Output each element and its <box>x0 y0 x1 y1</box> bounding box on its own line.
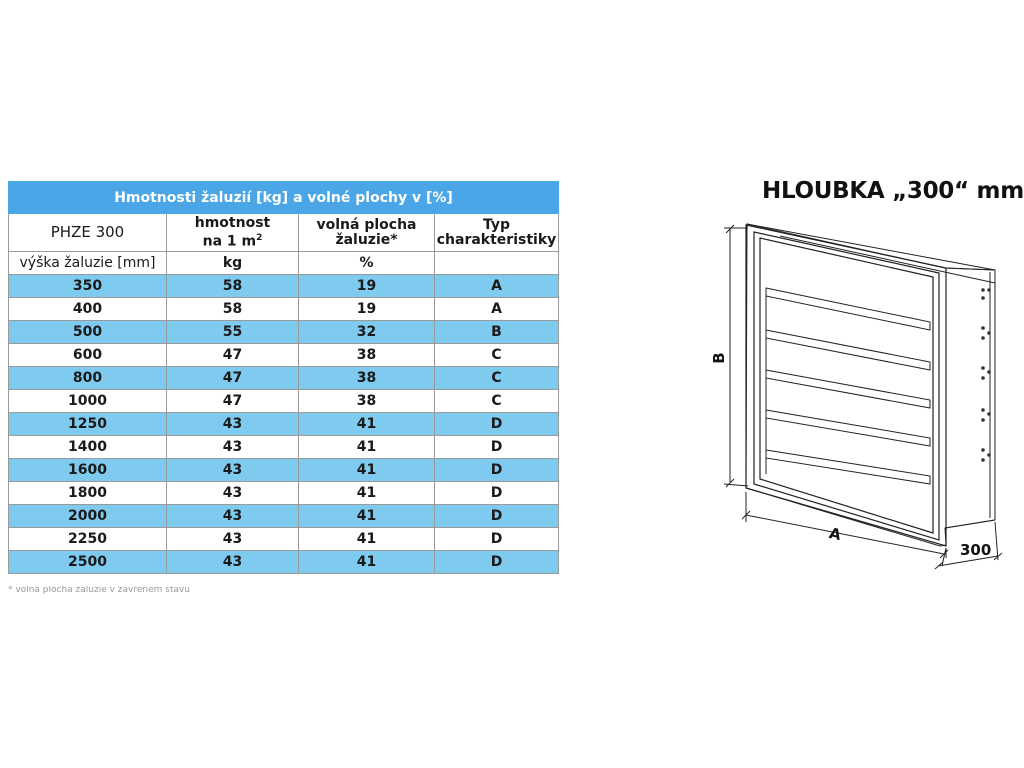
area-header-line1: volná plocha <box>316 216 417 233</box>
table-row <box>9 413 559 436</box>
louver-drawing <box>700 205 1010 585</box>
table-row <box>9 528 559 551</box>
cell-type: D <box>435 528 559 551</box>
table-footnote: * volná plocha žaluzie v zavřeném stavu <box>8 586 191 594</box>
table-row <box>9 459 559 482</box>
cell-weight: 55 <box>167 321 299 344</box>
cell-type: D <box>435 413 559 436</box>
cell-type: D <box>435 505 559 528</box>
weight-header <box>167 214 299 252</box>
cell-weight: 43 <box>167 436 299 459</box>
cell-weight: 58 <box>167 275 299 298</box>
area-header-line2: žaluzie* <box>335 231 398 248</box>
type-header <box>435 214 559 252</box>
cell-weight: 43 <box>167 413 299 436</box>
cell-type: A <box>435 298 559 321</box>
cell-weight: 58 <box>167 298 299 321</box>
cell-height: 1000 <box>9 390 167 413</box>
cell-area: 41 <box>299 551 435 574</box>
cell-area: 41 <box>299 505 435 528</box>
cell-weight: 43 <box>167 482 299 505</box>
cell-height: 1600 <box>9 459 167 482</box>
label-b: B <box>710 352 728 364</box>
table-row <box>9 505 559 528</box>
model-name: PHZE 300 <box>9 214 167 252</box>
cell-weight: 43 <box>167 551 299 574</box>
table-row <box>9 390 559 413</box>
cell-height: 2250 <box>9 528 167 551</box>
label-a: A <box>827 524 843 545</box>
table-row <box>9 436 559 459</box>
unit-weight: kg <box>167 252 299 275</box>
weight-header-line2 <box>167 231 298 250</box>
table-header-row <box>9 214 559 252</box>
cell-area: 41 <box>299 528 435 551</box>
area-header <box>299 214 435 252</box>
table-body <box>9 275 559 574</box>
cell-height: 1250 <box>9 413 167 436</box>
cell-height: 2500 <box>9 551 167 574</box>
cell-weight: 43 <box>167 528 299 551</box>
cell-weight: 47 <box>167 344 299 367</box>
unit-height: výška žaluzie [mm] <box>9 252 167 275</box>
depth-heading: HLOUBKA „300“ mm <box>762 178 1024 204</box>
cell-height: 1800 <box>9 482 167 505</box>
table-unit-row <box>9 252 559 275</box>
cell-type: C <box>435 390 559 413</box>
cell-height: 600 <box>9 344 167 367</box>
cell-area: 19 <box>299 275 435 298</box>
cell-area: 41 <box>299 436 435 459</box>
cell-weight: 47 <box>167 390 299 413</box>
table-title-row <box>9 182 559 214</box>
table-row <box>9 367 559 390</box>
cell-type: C <box>435 367 559 390</box>
louver-body <box>746 224 995 546</box>
weight-area-table <box>8 181 559 574</box>
cell-height: 1400 <box>9 436 167 459</box>
table-title: Hmotnosti žaluzií [kg] a volné plochy v [%] <box>9 182 559 214</box>
cell-height: 400 <box>9 298 167 321</box>
type-header-line1: Typ <box>482 216 511 233</box>
cell-area: 41 <box>299 482 435 505</box>
weight-header-unit: na 1 m <box>202 233 257 250</box>
cell-area: 19 <box>299 298 435 321</box>
cell-type: B <box>435 321 559 344</box>
cell-type: C <box>435 344 559 367</box>
cell-area: 38 <box>299 344 435 367</box>
cell-type: D <box>435 459 559 482</box>
cell-weight: 43 <box>167 459 299 482</box>
table-row <box>9 551 559 574</box>
cell-weight: 47 <box>167 367 299 390</box>
table-row <box>9 298 559 321</box>
cell-area: 41 <box>299 413 435 436</box>
weight-header-line1: hmotnost <box>194 214 271 231</box>
cell-type: A <box>435 275 559 298</box>
cell-area: 38 <box>299 390 435 413</box>
cell-height: 2000 <box>9 505 167 528</box>
table-row <box>9 482 559 505</box>
cell-type: D <box>435 436 559 459</box>
weight-header-sup: 2 <box>256 232 263 243</box>
unit-type <box>435 252 559 275</box>
label-depth: 300 <box>960 541 992 559</box>
cell-weight: 43 <box>167 505 299 528</box>
unit-area: % <box>299 252 435 275</box>
cell-area: 41 <box>299 459 435 482</box>
type-header-line2: charakteristiky <box>436 231 557 248</box>
cell-height: 800 <box>9 367 167 390</box>
cell-type: D <box>435 551 559 574</box>
table-row <box>9 321 559 344</box>
cell-type: D <box>435 482 559 505</box>
cell-height: 500 <box>9 321 167 344</box>
cell-area: 32 <box>299 321 435 344</box>
table-row <box>9 275 559 298</box>
cell-height: 350 <box>9 275 167 298</box>
cell-area: 38 <box>299 367 435 390</box>
table-row <box>9 344 559 367</box>
